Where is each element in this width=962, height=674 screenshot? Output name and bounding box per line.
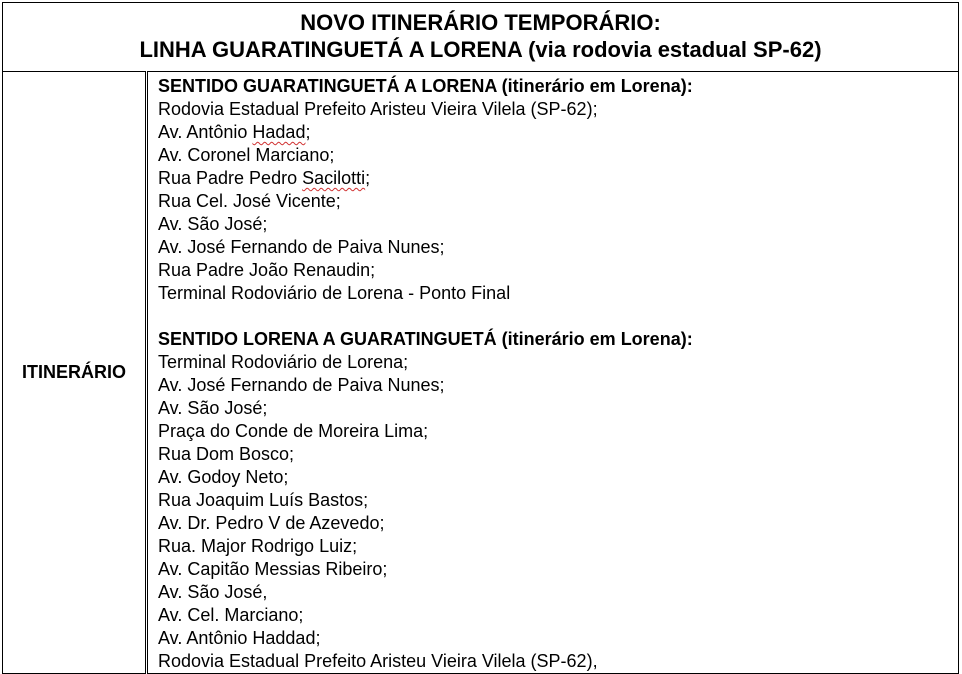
direction-2-stop: Av. José Fernando de Paiva Nunes; [158,375,445,395]
row-label-cell [3,72,147,674]
direction-2-stop: Av. Dr. Pedro V de Azevedo; [158,513,385,533]
direction-2-stop: Rua Joaquim Luís Bastos; [158,490,369,510]
stop-text: Av. Antônio [158,122,253,142]
direction-2-stop: Av. Cel. Marciano; [158,605,304,625]
stop-text: Rua Padre Pedro [158,168,303,188]
direction-1-stop: Av. São José; [158,214,268,234]
direction-1-stop: Rua Padre João Renaudin; [158,260,376,280]
direction-2-stop: Av. Godoy Neto; [158,467,289,487]
direction-1-stop [158,121,958,144]
direction-2-stop: Rua. Major Rodrigo Luiz; [158,536,358,556]
direction-2-heading: SENTIDO LORENA A GUARATINGUETÁ (itinerário em Lorena): [158,329,693,349]
title-row [3,3,959,72]
direction-1-stop [158,167,958,190]
direction-1-stop: Av. José Fernando de Paiva Nunes; [158,237,445,257]
route-content-cell [147,72,959,674]
document-title-line-1: NOVO ITINERÁRIO TEMPORÁRIO: [300,10,661,35]
direction-1-stop: Rodovia Estadual Prefeito Aristeu Vieira Vilela (SP-62); [158,99,598,119]
stop-text-tail: ; [365,168,371,188]
itinerary-table [2,2,959,674]
spellcheck-flagged-word[interactable]: Hadad [252,122,306,142]
stop-text-tail: ; [305,122,311,142]
itinerary-row [3,72,959,674]
direction-2-stop: Rodovia Estadual Prefeito Aristeu Vieira Vilela (SP-62), [158,651,598,671]
direction-1-stop: Av. Coronel Marciano; [158,145,335,165]
title-cell [3,3,959,72]
row-label: ITINERÁRIO [21,362,126,382]
document-title-line-2: LINHA GUARATINGUETÁ A LORENA (via rodovia estadual SP-62) [139,37,822,62]
direction-1-heading: SENTIDO GUARATINGUETÁ A LORENA (itinerário em Lorena): [158,76,693,96]
direction-2-stop: Terminal Rodoviário de Lorena; [158,352,409,372]
spellcheck-flagged-word[interactable]: Sacilotti [302,168,366,188]
direction-2-stop: Av. São José; [158,398,268,418]
direction-1-stop: Rua Cel. José Vicente; [158,191,341,211]
direction-2-stop: Rua Dom Bosco; [158,444,295,464]
direction-2-stop: Av. Capitão Messias Ribeiro; [158,559,388,579]
direction-2-stop: Av. Antônio Haddad; [158,628,321,648]
direction-2-stop: Av. São José, [158,582,268,602]
direction-1-stop: Terminal Rodoviário de Lorena - Ponto Final [158,283,511,303]
direction-2-stop: Praça do Conde de Moreira Lima; [158,421,429,441]
paragraph-spacer [158,305,958,328]
